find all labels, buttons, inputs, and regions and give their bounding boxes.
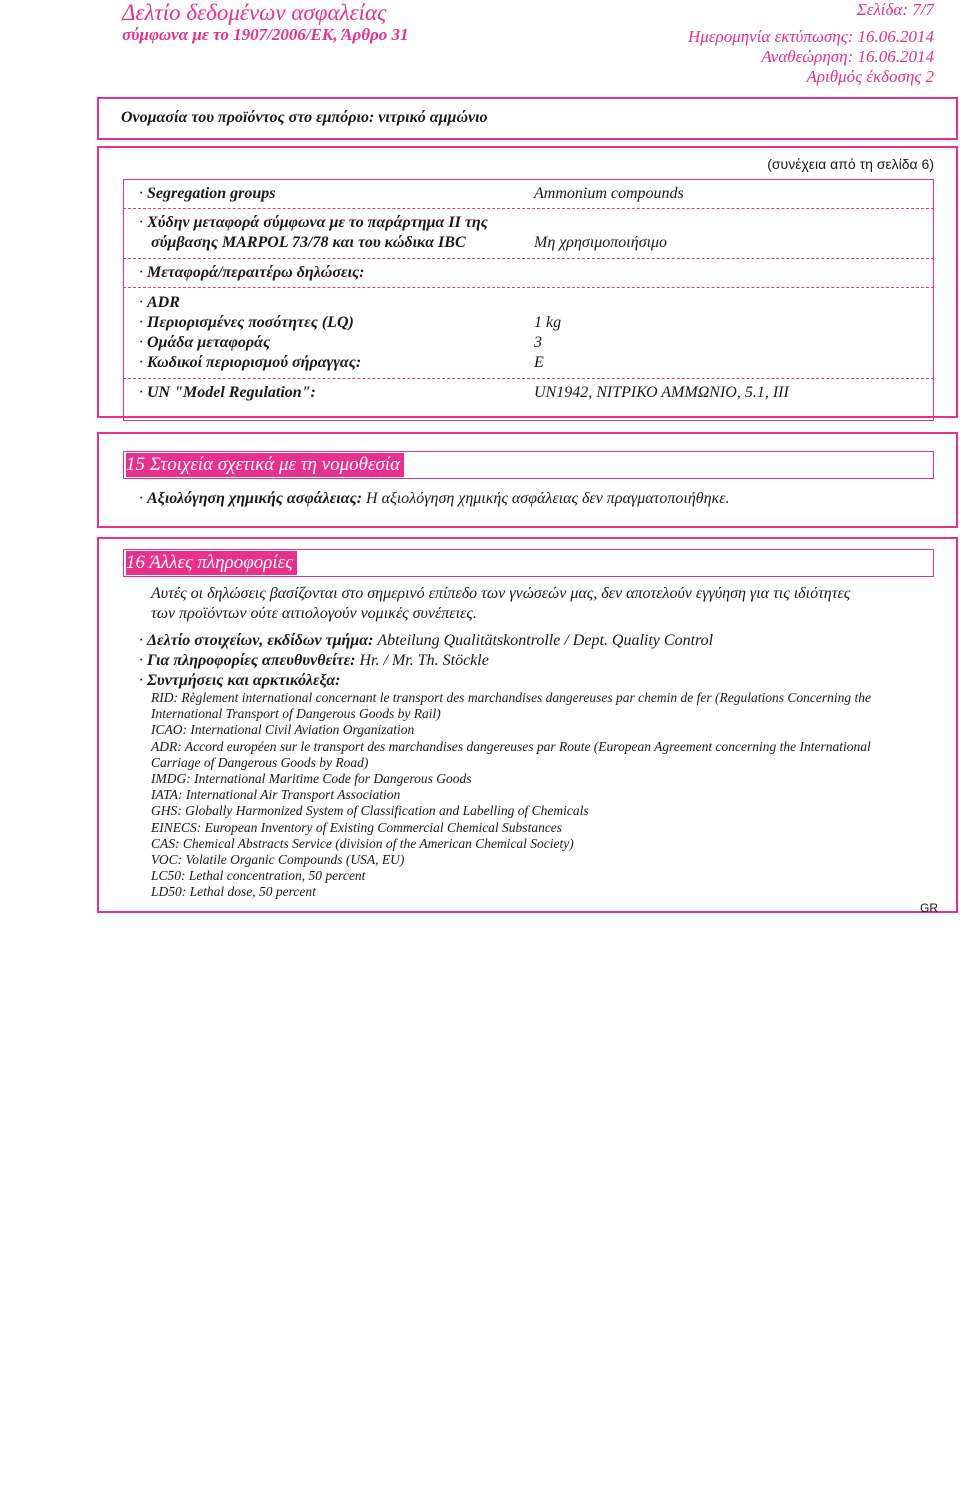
issuer-value: Abteilung Qualitätskontrolle / Dept. Quality Control	[377, 632, 714, 649]
bulk-transport-label-1: · Χύδην μεταφορά σύμφωνα με το παράρτημα II της	[139, 214, 488, 232]
bulk-transport-label-2: σύμβασης MARPOL 73/78 και του κώδικα IBC	[151, 234, 466, 251]
adr-label: · ADR	[139, 294, 180, 312]
bulk-transport-value: Μη χρησιμοποιήσιμο	[534, 234, 668, 251]
abbreviation-line: ICAO: International Civil Aviation Organization	[151, 722, 415, 738]
country-code: GR	[920, 901, 938, 915]
section-16	[97, 537, 958, 913]
disclaimer-line-1: Αυτές οι δηλώσεις βασίζονται στο σημερινό επίπεδο των γνώσεών μας, δεν αποτελούν εγγύηση για τις ιδιότητες	[151, 585, 851, 602]
revision-date: Αναθεώρηση: 16.06.2014	[761, 47, 934, 66]
section-15	[97, 432, 958, 528]
assessment-value: Η αξιολόγηση χημικής ασφάλειας δεν πραγματοποιήθηκε.	[366, 490, 730, 507]
divider	[123, 208, 934, 209]
assessment-label: · Αξιολόγηση χημικής ασφάλειας:	[139, 490, 362, 507]
further-declarations-label: · Μεταφορά/περαιτέρω δηλώσεις:	[139, 264, 364, 282]
disclaimer-line-2: των προϊόντων ούτε αιτιολογούν νομικές συνέπειες.	[151, 605, 477, 622]
contact-person	[139, 650, 489, 671]
print-date: Ημερομηνία εκτύπωσης: 16.06.2014	[688, 27, 934, 46]
abbreviation-line: VOC: Volatile Organic Compounds (USA, EU)	[151, 852, 405, 868]
limited-quantities-label: · Περιορισμένες ποσότητες (LQ)	[139, 314, 354, 332]
abbreviation-line: LC50: Lethal concentration, 50 percent	[151, 868, 366, 884]
abbreviation-line: IMDG: International Maritime Code for Dangerous Goods	[151, 771, 472, 787]
divider	[123, 378, 934, 379]
abbreviation-line: RID: Règlement international concernant le transport des marchandises dangereuses par chemin de fer (Regulations Concerning the	[151, 690, 871, 705]
section-15-heading-bar	[123, 451, 934, 479]
segregation-value: Ammonium compounds	[534, 185, 684, 202]
contact-label: · Για πληροφορίες απευθυνθείτε:	[139, 652, 356, 669]
issuer-label: · Δελτίο στοιχείων, εκδίδων τμήμα:	[139, 632, 373, 649]
product-name	[121, 109, 488, 127]
document-subtitle: σύμφωνα με το 1907/2006/ΕΚ, Άρθρο 31	[122, 25, 409, 44]
abbreviation-line: LD50: Lethal dose, 50 percent	[151, 884, 316, 900]
section-16-heading: 16 Άλλες πληροφορίες	[126, 551, 297, 575]
limited-quantities-value: 1 kg	[534, 314, 562, 331]
un-model-regulation-label: · UN "Model Regulation":	[139, 384, 316, 402]
abbreviation-line: CAS: Chemical Abstracts Service (division of the American Chemical Society)	[151, 835, 574, 851]
abbreviations-label: · Συντμήσεις και αρκτικόλεξα:	[139, 670, 341, 691]
issuing-department	[139, 630, 713, 651]
continued-note: (συνέχεια από τη σελίδα 6)	[767, 156, 934, 172]
divider	[123, 287, 934, 288]
un-model-regulation-value: UN1942, ΝΙΤΡΙΚΟ ΑΜΜΩΝΙΟ, 5.1, III	[534, 384, 789, 401]
abbreviation-line: GHS: Globally Harmonized System of Classification and Labelling of Chemicals	[151, 803, 589, 819]
abbreviation-line: International Transport of Dangerous Goods by Rail)	[151, 706, 441, 722]
product-label: Ονομασία του προϊόντος στο εμπόριο:	[121, 109, 375, 126]
section-15-heading: 15 Στοιχεία σχετικά με τη νομοθεσία	[126, 453, 404, 477]
page-number: Σελίδα: 7/7	[856, 0, 934, 19]
chemical-safety-assessment	[139, 488, 730, 509]
abbreviation-line: IATA: International Air Transport Association	[151, 787, 401, 803]
contact-value: Hr. / Mr. Th. Stöckle	[359, 652, 489, 669]
tunnel-code-value: E	[534, 354, 544, 371]
abbreviation-line: Carriage of Dangerous Goods by Road)	[151, 754, 369, 770]
divider	[123, 258, 934, 259]
transport-group-value: 3	[534, 334, 542, 351]
document-title: Δελτίο δεδομένων ασφαλείας	[122, 0, 387, 25]
segregation-label: · Segregation groups	[139, 185, 275, 203]
abbreviation-line: ADR: Accord européen sur le transport des marchandises dangereuses par Route (European Agreement concerning the International	[151, 738, 871, 754]
abbreviations-list	[151, 690, 951, 901]
product-name-box	[97, 97, 958, 140]
abbreviation-line: EINECS: European Inventory of Existing Commercial Chemical Substances	[151, 819, 563, 835]
section-14-continued	[97, 146, 958, 418]
transport-group-label: · Ομάδα μεταφοράς	[139, 334, 270, 352]
section-16-heading-bar	[123, 549, 934, 577]
tunnel-code-label: · Κωδικοί περιορισμού σήραγγας:	[139, 354, 361, 372]
version-number: Αριθμός έκδοσης 2	[806, 67, 934, 86]
product-value: νιτρικό αμμώνιο	[378, 109, 488, 126]
